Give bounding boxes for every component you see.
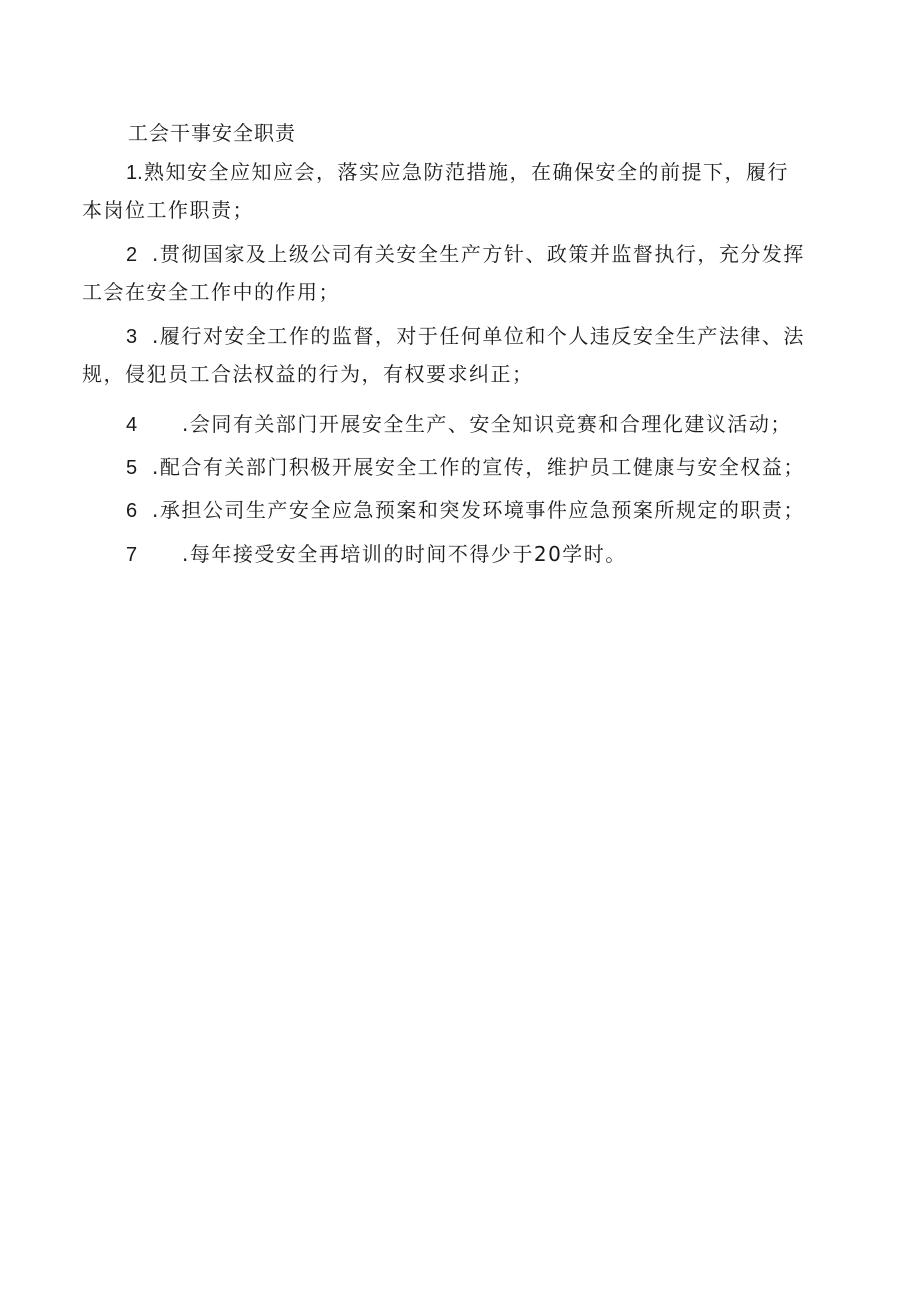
list-item-first-line (82, 154, 852, 192)
list-item-text: .每年接受安全再培训的时间不得少于20学时。 (182, 542, 627, 566)
list-item (82, 318, 852, 393)
list-item-number: 7 (126, 544, 138, 566)
list-item-number: 1. (126, 162, 143, 184)
list-item-first-line (82, 236, 852, 274)
list-item-text: 熟知安全应知应会，落实应急防范措施，在确保安全的前提下，履行 (144, 160, 789, 184)
list-item-first-line (82, 449, 852, 487)
list-item-number: 3 (126, 326, 138, 348)
list-item-number: 2 (126, 244, 138, 266)
list-item-first-line (82, 406, 852, 444)
list-item-continuation: 工会在安全工作中的作用； (82, 280, 340, 304)
list-item-text: .会同有关部门开展安全生产、安全知识竞赛和合理化建议活动； (182, 412, 792, 436)
list-item-text: .贯彻国家及上级公司有关安全生产方针、政策并监督执行，充分发挥 (152, 242, 805, 266)
list-item (82, 449, 852, 487)
list-item (82, 536, 852, 574)
list-item (82, 154, 852, 229)
list-item-number: 5 (126, 457, 138, 479)
list-item-first-line (82, 318, 852, 356)
list-item-number: 6 (126, 500, 138, 522)
list-item (82, 492, 852, 530)
list-item-number: 4 (126, 414, 138, 436)
document-title: 工会干事安全职责 (128, 121, 296, 145)
list-item-text: .配合有关部门积极开展安全工作的宣传，维护员工健康与安全权益； (152, 455, 805, 479)
list-item-first-line (82, 492, 852, 530)
list-item-text: .履行对安全工作的监督，对于任何单位和个人违反安全生产法律、法 (152, 324, 805, 348)
list-item (82, 406, 852, 444)
list-item-text: .承担公司生产安全应急预案和突发环境事件应急预案所规定的职责； (152, 498, 805, 522)
list-item (82, 236, 852, 311)
list-item-continuation: 规，侵犯员工合法权益的行为，有权要求纠正； (82, 362, 534, 386)
list-item-first-line (82, 536, 852, 574)
list-item-continuation: 本岗位工作职责； (82, 198, 254, 222)
